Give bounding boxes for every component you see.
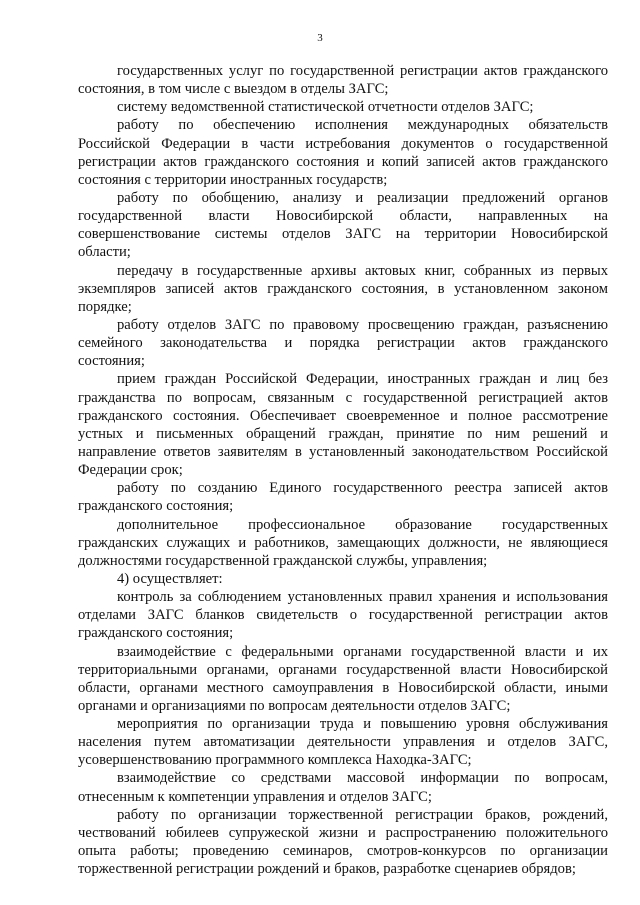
- text-line: дополнительное профессиональное образование государственных: [117, 516, 608, 533]
- paragraph: [78, 715, 608, 769]
- text-line: прием граждан Российской Федерации, иностранных граждан и лиц без: [117, 371, 608, 388]
- text-line: гражданского состояния;: [78, 498, 234, 515]
- paragraph: [78, 316, 608, 370]
- page-number: 3: [317, 32, 323, 44]
- paragraph: [78, 769, 608, 805]
- text-line: работу по созданию Единого государственного реестра записей актов: [117, 480, 608, 497]
- paragraph: [78, 570, 608, 588]
- paragraph: [78, 189, 608, 262]
- text-line: состояния, в том числе с выездом в отделы ЗАГС;: [78, 81, 389, 98]
- text-line: должностями государственной гражданской службы, управления;: [78, 552, 488, 569]
- document-body: [78, 62, 608, 878]
- text-line: взаимодействие со средствами массовой информации по вопросам,: [117, 770, 608, 787]
- text-line: гражданства по вопросам, связанным с государственной регистрацией актов: [78, 389, 608, 406]
- text-line: отнесенным к компетенции управления и отделов ЗАГС;: [78, 788, 432, 805]
- text-line: устных и письменных обращений граждан, принятие по ним решений и: [78, 425, 608, 442]
- text-line: органами и организациями по вопросам деятельности отделов ЗАГС;: [78, 697, 511, 714]
- text-line: гражданского состояния. Обеспечивает своевременное и полное рассмотрение: [78, 407, 608, 424]
- text-line: регистрации актов гражданского состояния и копий записей актов гражданского: [78, 153, 608, 170]
- text-line: области, органами местного самоуправления в Новосибирской области, иными: [78, 679, 608, 696]
- text-line: отделами ЗАГС бланков свидетельств о государственной регистрации актов: [78, 607, 608, 624]
- text-line: работу по обобщению, анализу и реализации предложений органов: [117, 189, 608, 206]
- text-line: торжественной регистрации рождений и браков, разработке сценариев обрядов;: [78, 861, 576, 878]
- text-line: совершенствование системы отделов ЗАГС на территории Новосибирской: [78, 226, 608, 243]
- paragraph: [78, 98, 608, 116]
- text-line: мероприятия по организации труда и повышению уровня обслуживания: [117, 716, 608, 733]
- text-line: территориальными органами, органами государственной власти Новосибирской: [78, 661, 608, 678]
- text-line: государственных услуг по государственной регистрации актов гражданского: [117, 63, 608, 79]
- text-line: гражданского состояния;: [78, 625, 234, 642]
- paragraph: [78, 643, 608, 716]
- paragraph: [78, 806, 608, 879]
- text-line: Федерации срок;: [78, 462, 183, 479]
- paragraph: [78, 588, 608, 642]
- text-line: 4) осуществляет:: [117, 570, 223, 587]
- paragraph: [78, 116, 608, 189]
- text-line: контроль за соблюдением установленных правил хранения и использования: [117, 589, 608, 606]
- text-line: Российской Федерации в части истребования документов о государственной: [78, 135, 608, 152]
- text-line: чествований юбилеев супружеской жизни и распространению положительного: [78, 824, 608, 841]
- text-line: взаимодействие с федеральными органами государственной власти и их: [117, 643, 608, 660]
- paragraph: [78, 262, 608, 316]
- text-line: работу по обеспечению исполнения международных обязательств: [117, 117, 608, 134]
- text-line: передачу в государственные архивы актовых книг, собранных из первых: [117, 262, 608, 279]
- text-line: систему ведомственной статистической отчетности отделов ЗАГС;: [117, 99, 534, 116]
- text-line: экземпляров записей актов гражданского состояния, в установленном законом: [78, 280, 608, 297]
- text-line: направление ответов заявителям в установленный законодательством Российской: [78, 443, 608, 460]
- text-line: населения путем автоматизации деятельности управления и отделов ЗАГС,: [78, 734, 608, 751]
- text-line: области;: [78, 244, 131, 261]
- text-line: государственной власти Новосибирской области, направленных на: [78, 208, 608, 225]
- paragraph: [78, 62, 608, 98]
- text-line: состояния с территории иностранных государств;: [78, 171, 388, 188]
- paragraph: [78, 516, 608, 570]
- text-line: порядке;: [78, 298, 132, 315]
- text-line: работу по организации торжественной регистрации браков, рождений,: [117, 806, 608, 823]
- text-line: работу отделов ЗАГС по правовому просвещению граждан, разъяснению: [117, 316, 608, 333]
- text-line: семейного законодательства и порядка регистрации актов гражданского: [78, 335, 608, 352]
- paragraph: [78, 479, 608, 515]
- text-line: усовершенствованию программного комплекса Находка-ЗАГС;: [78, 752, 472, 769]
- text-line: состояния;: [78, 353, 145, 370]
- text-line: опыта работы; проведению семинаров, смотров-конкурсов по организации: [78, 843, 608, 860]
- text-line: гражданских служащих и работников, замещающих должности, не являющиеся: [78, 534, 608, 551]
- paragraph: [78, 370, 608, 479]
